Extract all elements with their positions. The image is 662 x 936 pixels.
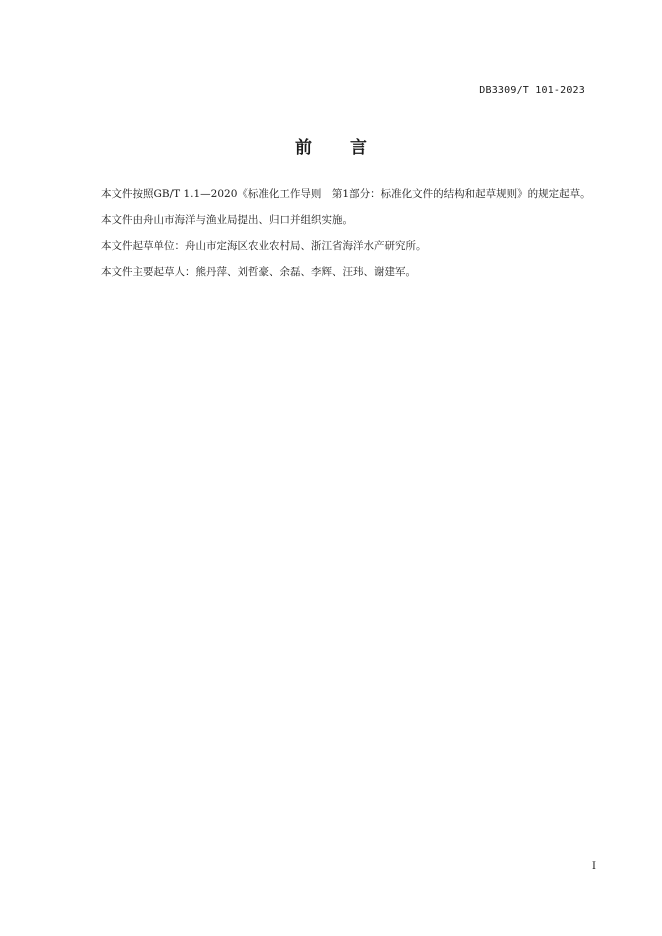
paragraph-drafting-units: 本文件起草单位：舟山市定海区农业农村局、浙江省海洋水产研究所。	[101, 240, 427, 252]
page-number: I	[592, 861, 596, 872]
page-title	[0, 133, 662, 158]
paragraph-proposer: 本文件由舟山市海洋与渔业局提出、归口并组织实施。	[101, 214, 353, 226]
document-code: DB3309/T 101-2023	[479, 85, 585, 96]
title-char-2: 言	[350, 138, 367, 158]
paragraph-drafting-basis: 本文件按照GB/T 1.1—2020《标准化工作导则 第1部分：标准化文件的结构和起草规则》的规定起草。	[101, 188, 591, 200]
foreword-body	[80, 185, 598, 289]
title-char-1: 前	[295, 138, 312, 158]
paragraph-drafters: 本文件主要起草人：熊丹萍、刘哲豪、余磊、李辉、汪玮、谢建军。	[101, 266, 416, 278]
